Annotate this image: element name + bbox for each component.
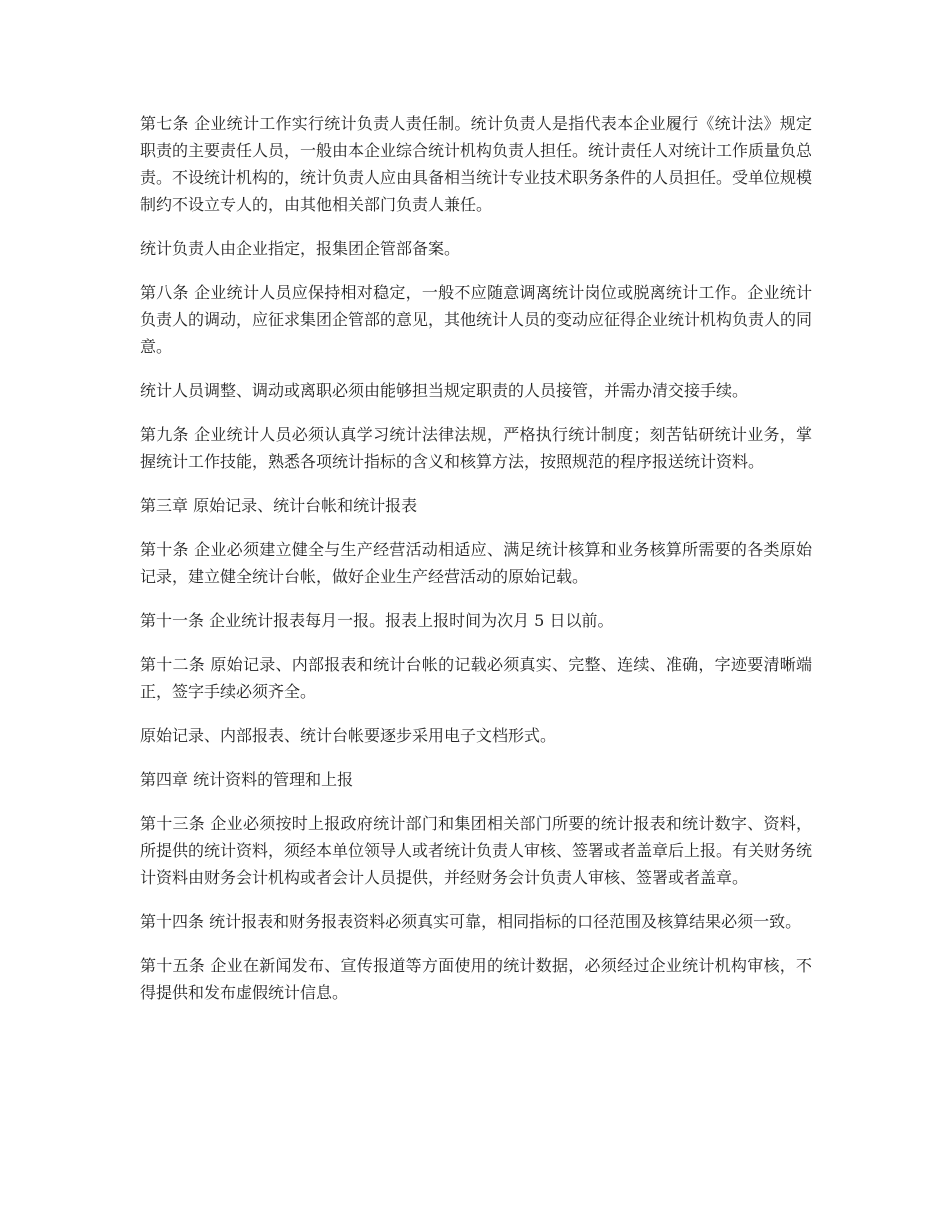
chapter-4-heading: 第四章 统计资料的管理和上报 — [140, 770, 354, 789]
document-body — [140, 110, 812, 1023]
article-13-paragraph: 第十三条 企业必须按时上报政府统计部门和集团相关部门所要的统计报表和统计数字、资料，所提供的统计资料，须经本单位领导人或者统计负责人审核、签署或者盖章后上报。有关财务统计资料由财务会计机构或者会计人员提供，并经财务会计负责人审核、签署或者盖章。 — [140, 814, 813, 887]
article-14-paragraph: 第十四条 统计报表和财务报表资料必须真实可靠，相同指标的口径范围及核算结果必须一致。 — [140, 912, 802, 931]
article-9-paragraph: 第九条 企业统计人员必须认真学习统计法律法规，严格执行统计制度；刻苦钻研统计业务，掌握统计工作技能，熟悉各项统计指标的含义和核算方法，按照规范的程序报送统计资料。 — [140, 425, 812, 471]
article-12-note-paragraph: 原始记录、内部报表、统计台帐要逐步采用电子文档形式。 — [140, 726, 557, 745]
article-10-paragraph: 第十条 企业必须建立健全与生产经营活动相适应、满足统计核算和业务核算所需要的各类原始记录，建立健全统计台帐，做好企业生产经营活动的原始记载。 — [140, 540, 812, 586]
article-7-paragraph: 第七条 企业统计工作实行统计负责人责任制。统计负责人是指代表本企业履行《统计法》规定职责的主要责任人员，一般由本企业综合统计机构负责人担任。统计责任人对统计工作质量负总责。不设统计机构的，统计负责人应由具备相当统计专业技术职务条件的人员担任。受单位规模制约不设立专人的，由其他相关部门负责人兼任。 — [140, 114, 813, 214]
article-7-note-paragraph: 统计负责人由企业指定，报集团企管部备案。 — [140, 239, 461, 258]
article-15-paragraph: 第十五条 企业在新闻发布、宣传报道等方面使用的统计数据，必须经过企业统计机构审核，不得提供和发布虚假统计信息。 — [140, 956, 812, 1002]
article-11-paragraph: 第十一条 企业统计报表每月一报。报表上报时间为次月 5 日以前。 — [140, 611, 614, 630]
article-8-note-paragraph: 统计人员调整、调动或离职必须由能够担当规定职责的人员接管，并需办清交接手续。 — [140, 381, 749, 400]
chapter-3-heading: 第三章 原始记录、统计台帐和统计报表 — [140, 496, 418, 515]
article-8-paragraph: 第八条 企业统计人员应保持相对稳定，一般不应随意调离统计岗位或脱离统计工作。企业统计负责人的调动，应征求集团企管部的意见，其他统计人员的变动应征得企业统计机构负责人的同意。 — [140, 283, 813, 356]
article-12-paragraph: 第十二条 原始记录、内部报表和统计台帐的记载必须真实、完整、连续、准确，字迹要清晰端正，签字手续必须齐全。 — [140, 655, 812, 701]
